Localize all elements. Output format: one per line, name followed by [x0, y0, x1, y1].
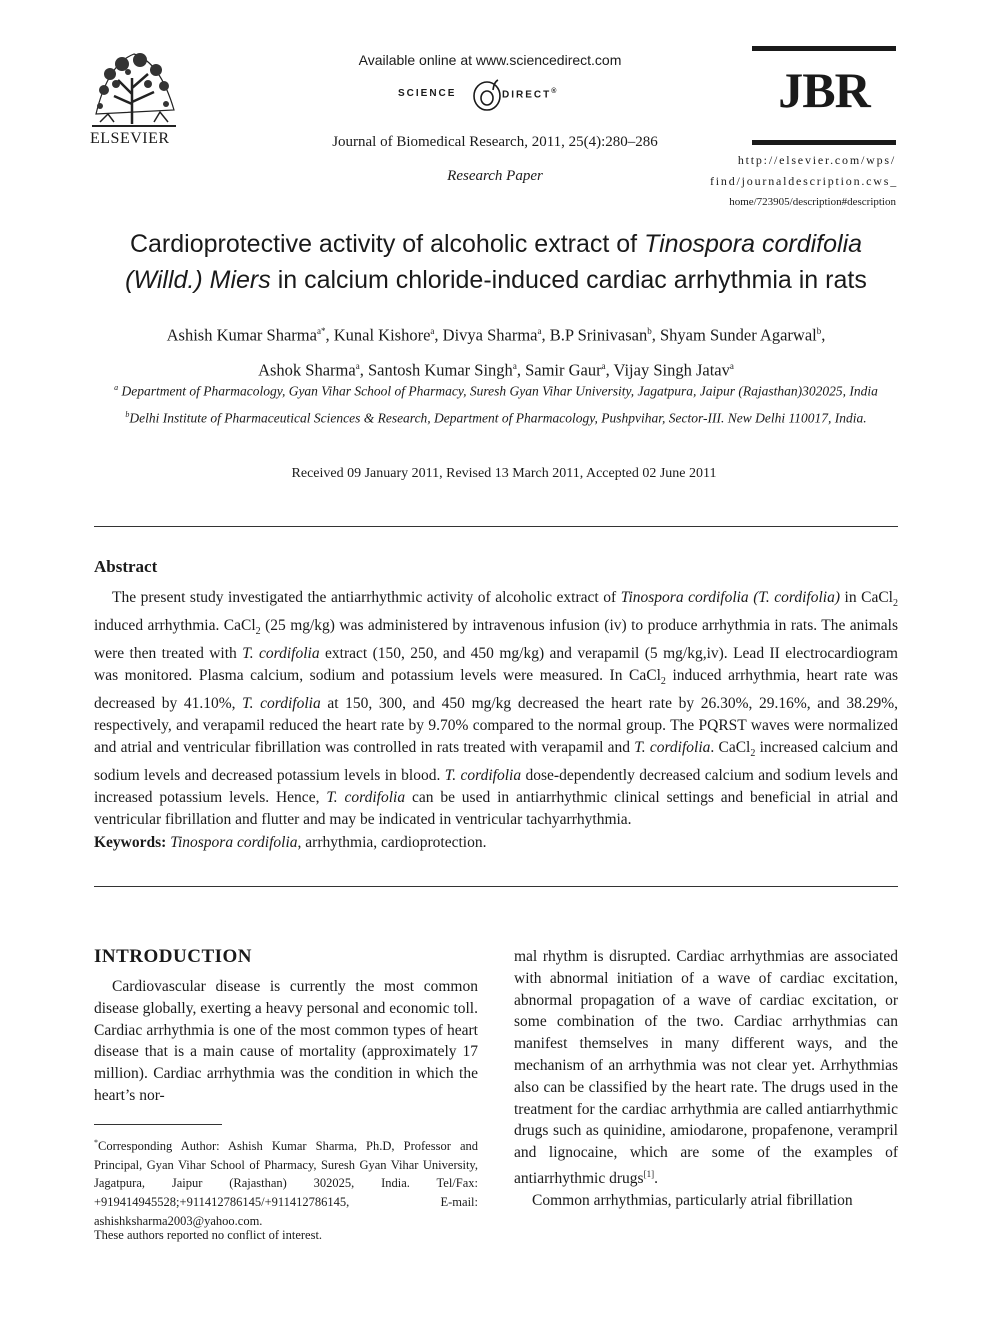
elsevier-logo [88, 44, 184, 154]
divider [94, 886, 898, 887]
author: Shyam Sunder Agarwal [660, 325, 817, 345]
paragraph-text: mal rhythm is disrupted. Cardiac arrhythmias are associated with abnormal initiation of a wave of cardiac excitation, abnormal propagation of a wave of cardiac excitation, or some combination of the two. Cardiac arrhythmias can manifest themselves in many different ways, and the mechanism of an arrhythmia was not clear yet. Arrhythmias also can be classified by the heart rate. The drugs used in the treatment for the cardiac arrhythmia are called antiarrhythmic drugs such as quinidine, amiodarone, propafenone, verampril and lignocaine, which are some of the examples of antiarrhythmic drugs [514, 948, 898, 1188]
abstract-text: increased calcium and sodium levels and decreased potassium levels in blood. [94, 738, 898, 784]
subscript: 2 [660, 676, 666, 687]
available-online: Available online at www.sciencedirect.com [358, 52, 622, 68]
affiliation-mark: b [125, 409, 130, 419]
intro-left-column: Cardiovascular disease is currently the most common disease globally, exerting a heavy personal and economic toll. Cardiac arrhythmia is one of the most common types of heart disease that is a main cause of mortality (approximately 17 million). Cardiac arrhythmia was the condition in which the heart’s nor- [94, 978, 478, 1104]
abstract-italic: Tinospora cordifolia (T. cordifolia) [620, 589, 840, 606]
abstract-body [94, 587, 898, 830]
abstract-text: The present study investigated the antiarrhythmic activity of alcoholic extract of [112, 589, 621, 606]
abstract-text: at 150, 300, and 450 mg/kg decreased the heart rate by 26.30%, 29.16%, and 38.29%, respectively, and verapamil reduced the heart rate by 9.70% compared to the normal group. The PQRST waves were normalized and atrial and ventricular fibrillation was controlled in rats treated with verapamil and [94, 694, 898, 756]
title-authority: (Willd.) Miers [125, 266, 271, 294]
abstract-text: extract (150, 250, and 450 mg/kg) and verapamil (5 mg/kg,iv). Lead II electrocardiogram was monitored. Plasma calcium, sodium and potassium levels were measured. In CaCl [94, 645, 898, 684]
abstract-text: can be used in antiarrhythmic clinical settings and beneficial in atrial and ventricular fibrillation and flutter and may be indicated in ventricular tachyarrhythmia. [94, 788, 898, 828]
abstract-italic: T. cordifolia [242, 645, 320, 662]
sd-left-word: SCIENCE [398, 88, 457, 99]
journal-abbrev: JBR [778, 62, 870, 118]
intro-right-column [514, 946, 898, 1212]
abstract-heading: Abstract [94, 557, 158, 576]
paragraph: Common arrhythmias, particularly atrial fibrillation [532, 1191, 853, 1209]
abstract-text: dose-dependently decreased calcium and sodium levels and increased potassium levels. Hence, [94, 766, 898, 806]
paragraph [514, 946, 898, 1190]
affiliation-mark: a [114, 383, 119, 392]
abstract-italic: T. cordifolia [242, 694, 321, 712]
abstract-text: . CaCl [710, 738, 751, 756]
abstract-text: induced arrhythmia, heart rate was decreased by 41.10%, [94, 666, 898, 712]
abstract-text: (25 mg/kg) was administered by intravenous infusion (iv) to produce arrhythmia in rats. The animals were then treated with [94, 617, 899, 662]
author: Ashok Sharma [258, 360, 356, 379]
paragraph-text: . [654, 1170, 658, 1188]
corresponding-author-footnote [94, 1134, 478, 1230]
keyword: Tinospora cordifolia [170, 834, 298, 851]
author: Kunal Kishore [333, 325, 431, 345]
author: Ashish Kumar Sharma [166, 325, 317, 345]
footnote-text: Corresponding Author: Ashish Kumar Sharma, Ph.D, Professor and Principal, Gyan Vihar School of Pharmacy, Suresh Gyan Vihar University, Jagatpura, Jaipur (Rajasthan) 302025, India. Tel/Fax: +919414945528;+911412786145/+911412786145, E-mail: ashishksharma2003@yahoo.com. [94, 1139, 478, 1228]
author-affiliation-mark: a [430, 326, 435, 336]
abstract-italic: T. cordifolia [326, 788, 406, 806]
author-affiliation-mark: a [601, 360, 606, 371]
elsevier-tree-icon [88, 44, 180, 128]
author-affiliation-mark: b [647, 326, 652, 336]
publisher-name: ELSEVIER [90, 130, 170, 147]
subscript: 2 [893, 598, 898, 610]
author-affiliation-mark: b [816, 326, 822, 336]
sciencedirect-at-icon [472, 78, 502, 112]
author-list: Ashish Kumar Sharma$^{a*}$, Kunal Kishore$^a$, Divya Sharma$^a$, B.P Srinivasan$^b$, Shyam Sunder Agarwal$^b$, Ashok Sharma$^a$, Santosh Kumar Singh$^a$, Samir Gaur$^a$, Vijay Singh Jatav$^a$ [166, 325, 826, 379]
abstract-italic: T. cordifolia [634, 738, 711, 756]
affiliation-text: Department of Pharmacology, Gyan Vihar School of Pharmacy, Suresh Gyan Vihar University, Jagatpura, Jaipur (Rajasthan)302025, India [118, 383, 878, 399]
citation-ref[interactable]: [1] [643, 1168, 655, 1179]
author-affiliation-mark: a [355, 360, 360, 371]
subscript: 2 [255, 626, 261, 638]
author: Santosh Kumar Singh [367, 360, 513, 379]
journal-url-line[interactable]: home/723905/description#description [729, 196, 896, 208]
footnote-rule [94, 1124, 222, 1125]
subscript: 2 [750, 747, 756, 759]
sd-right-word [502, 88, 558, 100]
jbr-rule-bottom [752, 140, 896, 145]
sd-mark: ® [551, 88, 559, 95]
paper-title [60, 226, 932, 298]
abstract-italic: T. cordifolia [444, 766, 522, 784]
footnote-mark: * [94, 1138, 98, 1147]
affiliation-a [96, 376, 896, 403]
affiliation-b [96, 403, 896, 430]
author: B.P Srinivasan [549, 325, 648, 345]
author-affiliation-mark: a* [316, 326, 326, 336]
jbr-rule-top [752, 46, 896, 51]
author-affiliation-mark: a [512, 360, 517, 371]
received-dates: Received 09 January 2011, Revised 13 March 2011, Accepted 02 June 2011 [291, 466, 717, 481]
conflict-statement: These authors reported no conflict of interest. [94, 1228, 323, 1242]
title-text: in calcium chloride-induced cardiac arrhythmia in rats [270, 266, 867, 294]
keywords-rest: , arrhythmia, cardioprotection. [297, 834, 487, 851]
sciencedirect-logo [380, 78, 600, 114]
title-species: Tinospora cordifolia [644, 230, 863, 258]
author-affiliation-mark: a [729, 360, 734, 371]
keywords-label: Keywords: [94, 834, 167, 851]
affiliation-text: Delhi Institute of Pharmaceutical Sciences & Research, Department of Pharmacology, Pushpvihar, Sector-III. New Delhi 110017, India. [129, 410, 867, 425]
abstract-text: in CaCl [840, 589, 893, 606]
divider [94, 526, 898, 527]
section-heading: INTRODUCTION [94, 946, 253, 967]
author: Samir Gaur [525, 360, 602, 379]
journal-url[interactable] [710, 150, 899, 213]
affiliations [96, 376, 896, 429]
keywords [94, 834, 898, 852]
author: Divya Sharma [442, 325, 538, 345]
journal-url-line[interactable]: find/journaldescription.cws_ [710, 174, 899, 188]
author-affiliation-mark: a [537, 326, 542, 336]
journal-url-line[interactable]: http://elsevier.com/wps/ [737, 153, 896, 167]
abstract-text: induced arrhythmia. CaCl [94, 617, 256, 634]
paper-type: Research Paper [447, 168, 543, 184]
title-text: Cardioprotective activity of alcoholic extract of [129, 230, 645, 258]
journal-citation: Journal of Biomedical Research, 2011, 25(4):280–286 [332, 134, 658, 150]
sd-right-text: DIRECT [502, 89, 552, 101]
author: Vijay Singh Jatav [613, 360, 730, 379]
